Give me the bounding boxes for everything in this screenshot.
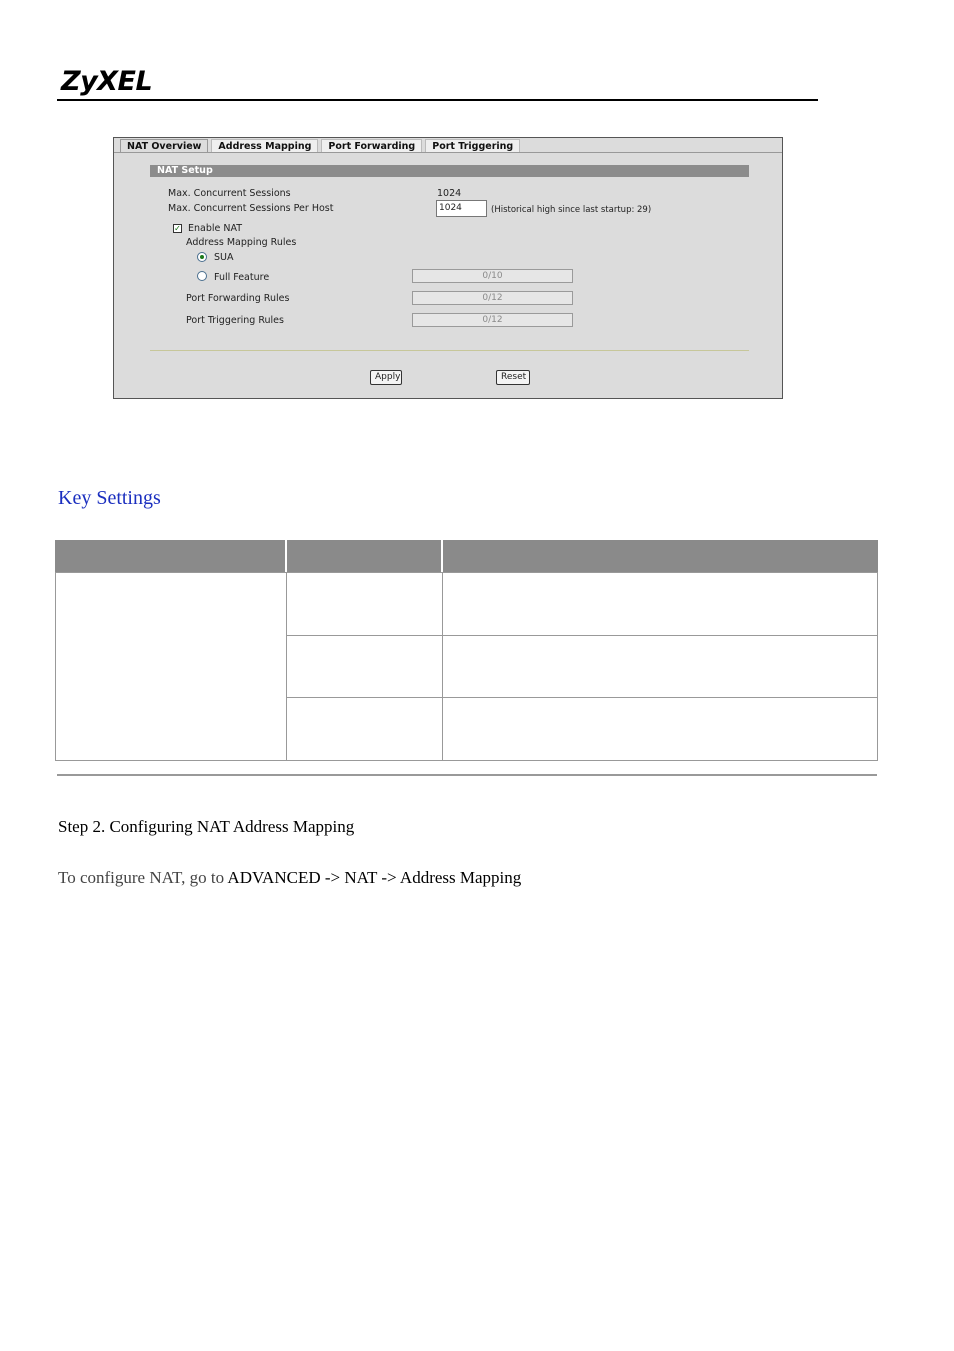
tab-underline: [114, 152, 782, 153]
max-sessions-value: 1024: [437, 188, 462, 199]
panel-separator: [150, 350, 749, 351]
per-host-note: (Historical high since last startup: 29): [491, 205, 652, 215]
tab-port-triggering[interactable]: Port Triggering: [425, 139, 520, 153]
tab-nat-overview[interactable]: NAT Overview: [120, 139, 208, 153]
enable-nat-checkbox[interactable]: ✓: [174, 224, 181, 233]
header-cell: [287, 540, 443, 572]
tab-address-mapping[interactable]: Address Mapping: [211, 139, 318, 153]
sua-radio[interactable]: [197, 252, 207, 262]
key-settings-heading: Key Settings: [58, 487, 161, 509]
address-mapping-rules-label: Address Mapping Rules: [186, 237, 297, 248]
section-rule: [57, 774, 877, 776]
per-host-input[interactable]: 1024: [436, 200, 487, 217]
port-triggering-label: Port Triggering Rules: [186, 315, 284, 326]
tab-bar: [120, 139, 520, 153]
instruction-prefix: To configure NAT, go to: [58, 868, 228, 887]
key-settings-table: [55, 540, 878, 761]
sua-label: SUA: [214, 252, 234, 263]
row-divider: [286, 635, 878, 636]
enable-nat-label: Enable NAT: [188, 223, 243, 234]
table-body: [55, 572, 878, 761]
column-divider: [442, 573, 443, 760]
step-title: Step 2. Configuring NAT Address Mapping: [58, 817, 355, 836]
zyxel-logo: ZyXEL: [61, 66, 153, 97]
port-forwarding-label: Port Forwarding Rules: [186, 293, 290, 304]
navigation-path: ADVANCED -> NAT -> Address Mapping: [227, 868, 522, 887]
full-feature-radio[interactable]: [197, 271, 207, 281]
full-feature-label: Full Feature: [214, 272, 270, 283]
nat-setup-section-title: NAT Setup: [150, 165, 749, 177]
table-header: [55, 540, 878, 572]
column-divider: [286, 573, 287, 760]
max-sessions-label: Max. Concurrent Sessions: [168, 188, 291, 199]
full-feature-count: 0/10: [412, 269, 573, 283]
nat-overview-screenshot: [113, 137, 783, 399]
instruction-paragraph: [58, 868, 521, 888]
per-host-label: Max. Concurrent Sessions Per Host: [168, 203, 334, 214]
reset-button[interactable]: Reset: [496, 370, 530, 385]
header-cell: [55, 540, 287, 572]
tab-port-forwarding[interactable]: Port Forwarding: [321, 139, 422, 153]
port-forwarding-count: 0/12: [412, 291, 573, 305]
apply-button[interactable]: Apply: [370, 370, 402, 385]
row-divider: [286, 697, 878, 698]
port-triggering-count: 0/12: [412, 313, 573, 327]
header-rule: [57, 99, 818, 101]
